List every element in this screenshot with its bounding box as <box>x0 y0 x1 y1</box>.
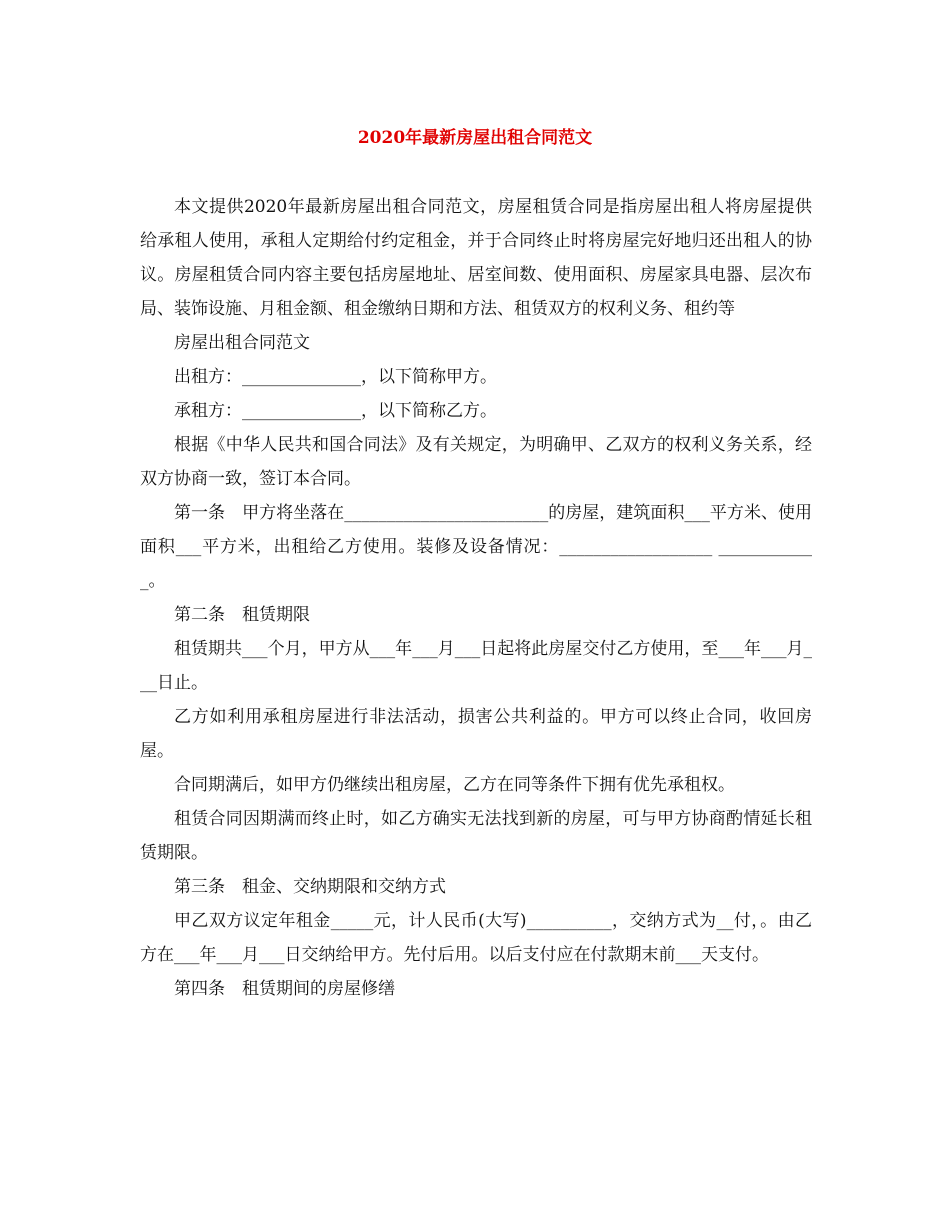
paragraph-contract-title: 房屋出租合同范文 <box>174 333 310 353</box>
paragraph-extension: 租赁合同因期满而终止时，如乙方确实无法找到新的房屋，可与甲方协商酌情延长租赁期限。 <box>140 809 812 863</box>
paragraph-basis: 根据《中华人民共和国合同法》及有关规定，为明确甲、乙双方的权利义务关系，经双方协商一致，签订本合同。 <box>140 435 812 489</box>
document-body <box>140 190 812 1006</box>
paragraph-article-2-heading: 第二条 租赁期限 <box>174 605 310 625</box>
paragraph-intro: 本文提供2020年最新房屋出租合同范文，房屋租赁合同是指房屋出租人将房屋提供给承租人使用，承租人定期给付约定租金，并于合同终止时将房屋完好地归还出租人的协议。房屋租赁合同内容主要包括房屋地址、居室间数、使用面积、房屋家具电器、层次布局、装饰设施、月租金额、租金缴纳日期和方法、租赁双方的权利义务、租约等 <box>140 197 812 319</box>
paragraph-priority-right: 合同期满后，如甲方仍继续出租房屋，乙方在同等条件下拥有优先承租权。 <box>174 775 735 795</box>
paragraph-article-1: 第一条 甲方将坐落在________________________的房屋，建筑面积___平方米、使用面积___平方米，出租给乙方使用。装修及设备情况：__________________ ____________。 <box>140 503 812 591</box>
document-title: 2020年最新房屋出租合同范文 <box>357 128 593 148</box>
paragraph-rent-payment: 甲乙双方议定年租金_____元，计人民币(大写)__________，交纳方式为__付，。由乙方在___年___月___日交纳给甲方。先付后用。以后支付应在付款期末前___天支付。 <box>140 911 812 965</box>
paragraph-lease-term: 租赁期共___个月，甲方从___年___月___日起将此房屋交付乙方使用，至___年___月___日止。 <box>140 639 812 693</box>
paragraph-article-4-heading: 第四条 租赁期间的房屋修缮 <box>174 979 395 999</box>
paragraph-illegal-use: 乙方如利用承租房屋进行非法活动，损害公共利益的。甲方可以终止合同，收回房屋。 <box>140 707 812 761</box>
paragraph-lessor: 出租方：______________，以下简称甲方。 <box>174 367 497 387</box>
paragraph-lessee: 承租方：______________，以下简称乙方。 <box>174 401 497 421</box>
paragraph-article-3-heading: 第三条 租金、交纳期限和交纳方式 <box>174 877 446 897</box>
